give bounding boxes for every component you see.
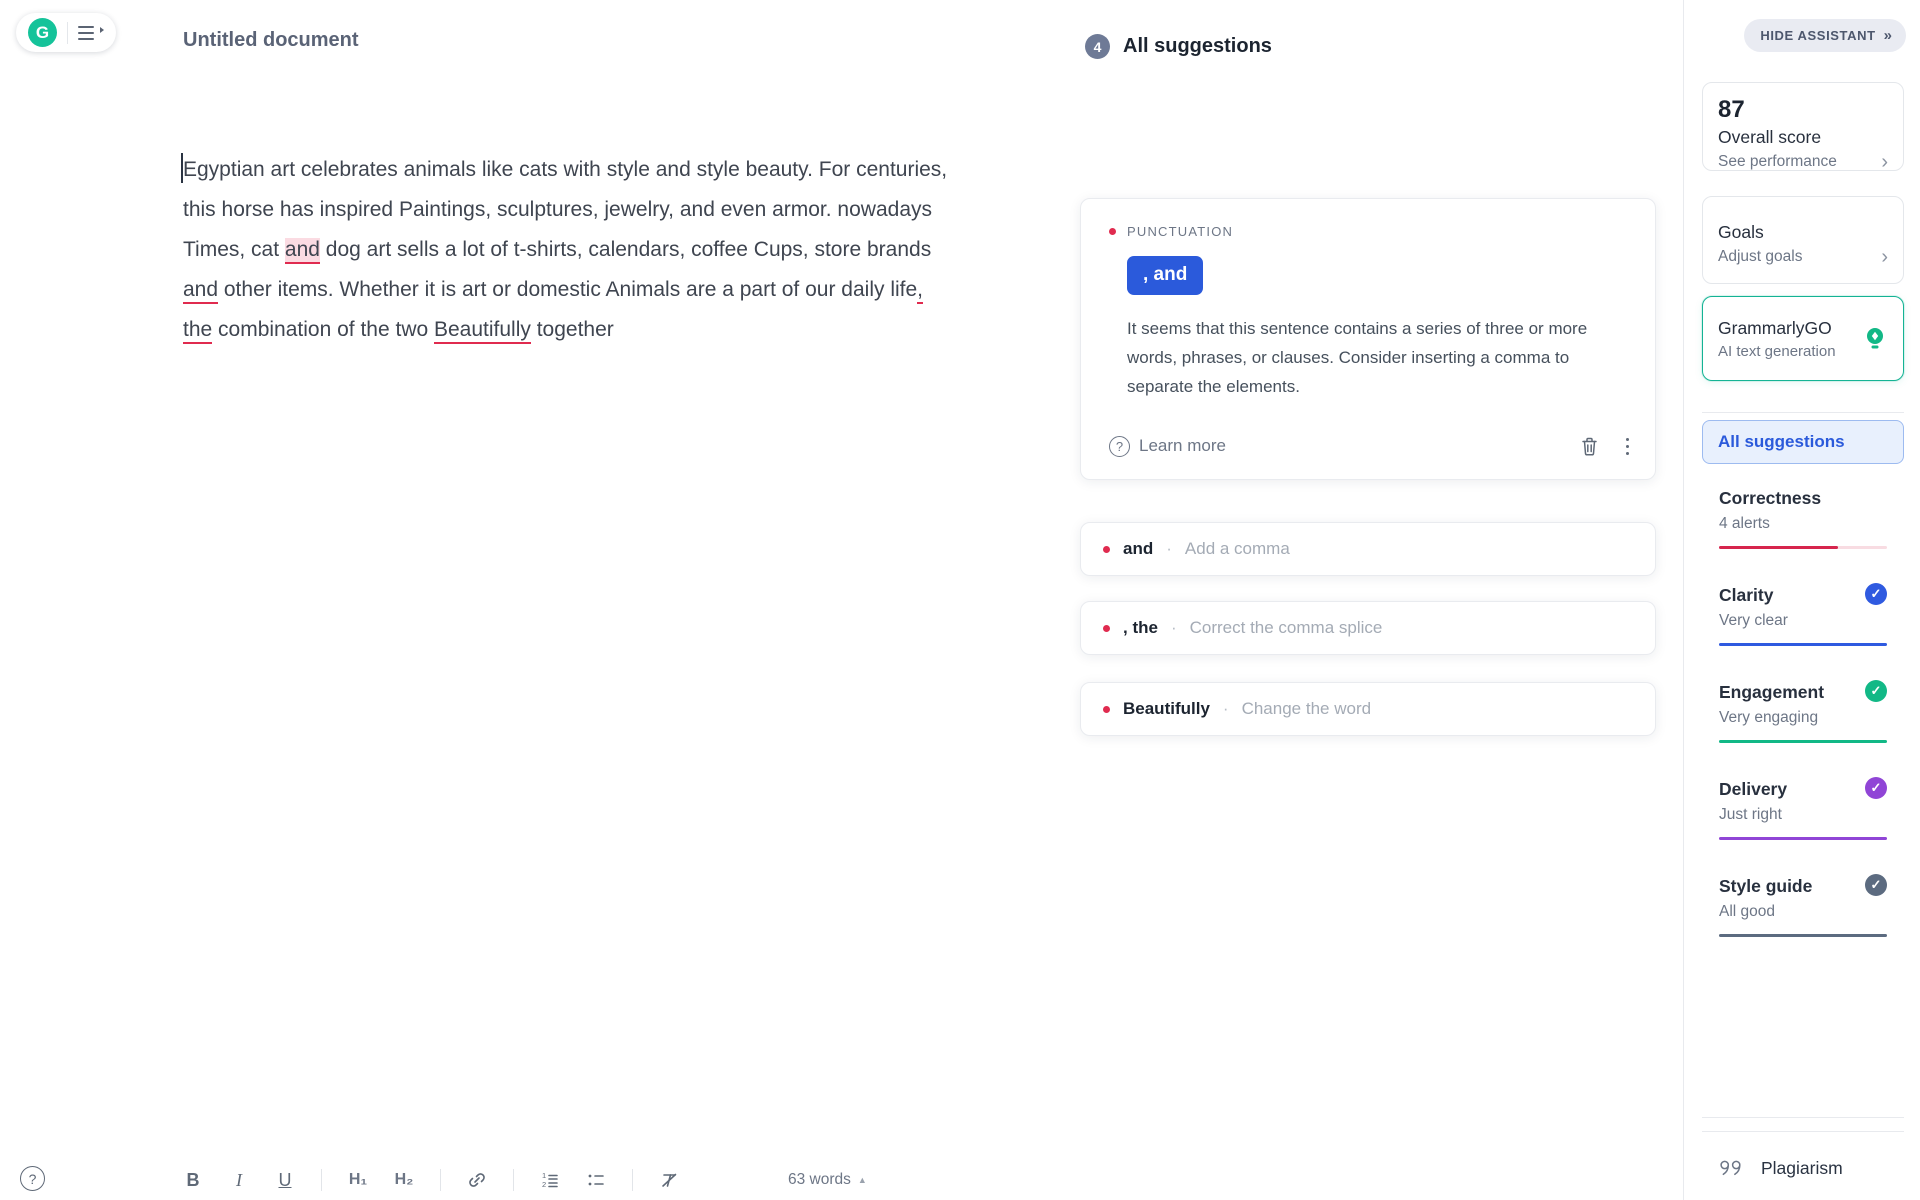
suggestion-word: Beautifully <box>1123 699 1210 718</box>
document-text: Egyptian art celebrates animals like cats with style and style beauty. For centuries, this horse has inspired Paintings, sculptures, jewelry, and even armor. nowadays <box>183 158 948 221</box>
document-paragraph[interactable] <box>183 150 958 230</box>
grammarlygo-title: GrammarlyGO <box>1718 317 1832 338</box>
sidebar-divider <box>1702 412 1904 413</box>
more-options-icon[interactable] <box>1624 436 1632 458</box>
grammarlygo-card[interactable] <box>1702 296 1904 381</box>
chevron-right-icon: › <box>1881 151 1888 173</box>
document-paragraph[interactable] <box>183 230 958 350</box>
separator-dot: · <box>1166 539 1172 558</box>
toolbar-separator <box>321 1169 322 1191</box>
quotes-icon <box>1719 1159 1744 1178</box>
sidebar-divider <box>1702 1131 1904 1132</box>
category-status: Just right <box>1719 806 1782 823</box>
lightbulb-icon <box>1862 325 1888 353</box>
suggestions-header-label: All suggestions <box>1123 35 1272 57</box>
category-progress-fill <box>1719 934 1887 937</box>
toolbar-separator <box>632 1169 633 1191</box>
category-delivery[interactable] <box>1719 779 1887 840</box>
app-menu-pill[interactable] <box>16 13 116 52</box>
goals-title: Goals <box>1718 222 1764 242</box>
separator-dot: · <box>1170 618 1177 637</box>
chevron-right-icon: › <box>1881 246 1888 268</box>
suggestion-description: It seems that this sentence contains a series of three or more words, phrases, or clauses. Consider inserting a comma to separate the elements. <box>1127 319 1588 396</box>
format-toolbar <box>183 1162 679 1198</box>
question-circle-icon: ? <box>1109 436 1130 457</box>
overall-score-card[interactable] <box>1702 82 1904 171</box>
category-progress-bar <box>1719 740 1887 743</box>
pill-divider <box>67 22 68 44</box>
error-dot-icon <box>1103 546 1110 553</box>
toolbar-separator <box>513 1169 514 1191</box>
svg-text:2: 2 <box>542 1180 547 1189</box>
learn-more-link[interactable]: ? Learn more <box>1109 436 1226 457</box>
flagged-text[interactable]: and <box>285 238 320 264</box>
svg-text:1: 1 <box>542 1171 547 1180</box>
category-name: Style guide <box>1719 876 1813 896</box>
document-text: other items. Whether it is art or domestic Animals are a part of our daily life <box>218 278 918 301</box>
overall-score-value: 87 <box>1718 96 1745 123</box>
word-count-expand-icon: ▲ <box>857 1175 867 1185</box>
category-name: Correctness <box>1719 488 1822 508</box>
goals-card[interactable] <box>1702 196 1904 284</box>
document-menu-icon[interactable] <box>78 26 98 40</box>
category-correctness[interactable] <box>1719 488 1887 549</box>
suggestion-word: and <box>1123 539 1154 558</box>
separator-dot: · <box>1222 699 1229 718</box>
category-progress-bar <box>1719 934 1887 937</box>
category-header <box>1719 585 1887 606</box>
category-status: Very engaging <box>1719 709 1819 726</box>
category-engagement[interactable] <box>1719 682 1887 743</box>
category-status: Very clear <box>1719 612 1788 629</box>
suggestion-row[interactable] <box>1080 601 1656 655</box>
category-status: All good <box>1719 903 1776 920</box>
clear-formatting-icon[interactable] <box>659 1167 679 1193</box>
flagged-text[interactable]: Beautifully <box>434 318 531 344</box>
category-progress-fill <box>1719 546 1838 549</box>
suggestion-action: Correct the comma splice <box>1189 618 1383 637</box>
suggestion-category: PUNCTUATION <box>1127 224 1234 239</box>
heading2-button[interactable]: H₂ <box>394 1171 414 1188</box>
category-name: Clarity <box>1719 585 1774 605</box>
suggestion-action: Change the word <box>1241 699 1372 718</box>
document-title[interactable]: Untitled document <box>183 29 359 51</box>
category-name: Engagement <box>1719 682 1825 702</box>
italic-button[interactable]: I <box>236 1169 242 1190</box>
grammarly-logo-icon[interactable]: G <box>28 18 57 47</box>
document-text: dog art sells a lot of t-shirts, calendars, coffee Cups, store brands <box>319 238 932 261</box>
suggestion-action: Add a comma <box>1184 539 1290 558</box>
category-header <box>1719 779 1887 800</box>
active-suggestion-card <box>1080 198 1656 480</box>
category-header <box>1719 876 1887 897</box>
category-header <box>1719 682 1887 703</box>
suggestions-count-badge: 4 <box>1085 34 1110 59</box>
link-icon[interactable] <box>467 1167 487 1193</box>
category-progress-bar <box>1719 643 1887 646</box>
check-circle-icon: ✓ <box>1865 874 1887 896</box>
hide-assistant-button[interactable]: HIDE ASSISTANT » <box>1744 19 1906 52</box>
dismiss-trash-icon[interactable] <box>1580 436 1599 457</box>
grammarlygo-subtitle: AI text generation <box>1718 342 1836 360</box>
suggestion-word: , the <box>1123 618 1158 637</box>
check-circle-icon: ✓ <box>1865 777 1887 799</box>
numbered-list-icon[interactable] <box>540 1167 560 1193</box>
document-body[interactable] <box>183 150 958 350</box>
bold-button[interactable]: B <box>186 1169 200 1190</box>
assistant-sidebar <box>1683 0 1920 1200</box>
category-status: 4 alerts <box>1719 515 1770 532</box>
category-clarity[interactable] <box>1719 585 1887 646</box>
help-icon[interactable]: ? <box>20 1166 45 1191</box>
see-performance-link[interactable]: See performance › <box>1718 151 1888 173</box>
overall-score-label: Overall score <box>1718 127 1822 147</box>
error-dot-icon <box>1103 706 1110 713</box>
category-progress-fill <box>1719 837 1887 840</box>
tab-all-suggestions[interactable]: All suggestions <box>1702 420 1904 464</box>
document-text: together <box>530 318 614 341</box>
document-text: combination of the two <box>212 318 434 341</box>
suggestion-row[interactable] <box>1080 682 1656 736</box>
double-chevron-right-icon: » <box>1883 27 1890 44</box>
category-header <box>1719 488 1887 509</box>
flagged-text[interactable]: , the <box>183 278 923 344</box>
document-text: Times, cat <box>183 238 285 261</box>
category-progress-fill <box>1719 643 1887 646</box>
suggestions-header <box>1085 34 1272 59</box>
apply-suggestion-button[interactable]: , and <box>1127 256 1203 295</box>
category-progress-bar <box>1719 837 1887 840</box>
toolbar-separator <box>440 1169 441 1191</box>
error-dot-icon <box>1109 228 1116 235</box>
category-name: Delivery <box>1719 779 1788 799</box>
category-style-guide[interactable] <box>1719 876 1887 937</box>
plagiarism-button[interactable]: Plagiarism <box>1719 1158 1843 1179</box>
check-circle-icon: ✓ <box>1865 583 1887 605</box>
underline-button[interactable]: U <box>278 1169 292 1190</box>
heading1-button[interactable]: H₁ <box>348 1171 368 1188</box>
sidebar-divider <box>1702 1117 1904 1118</box>
error-dot-icon <box>1103 625 1110 632</box>
word-count[interactable]: 63 words ▲ <box>788 1171 867 1188</box>
bullet-list-icon[interactable] <box>586 1167 606 1193</box>
category-progress-fill <box>1719 740 1887 743</box>
adjust-goals-link[interactable]: Adjust goals › <box>1718 246 1888 268</box>
category-list <box>1719 488 1887 973</box>
check-circle-icon: ✓ <box>1865 680 1887 702</box>
flagged-text[interactable]: and <box>183 278 218 304</box>
suggestion-row[interactable] <box>1080 522 1656 576</box>
category-progress-bar <box>1719 546 1887 549</box>
